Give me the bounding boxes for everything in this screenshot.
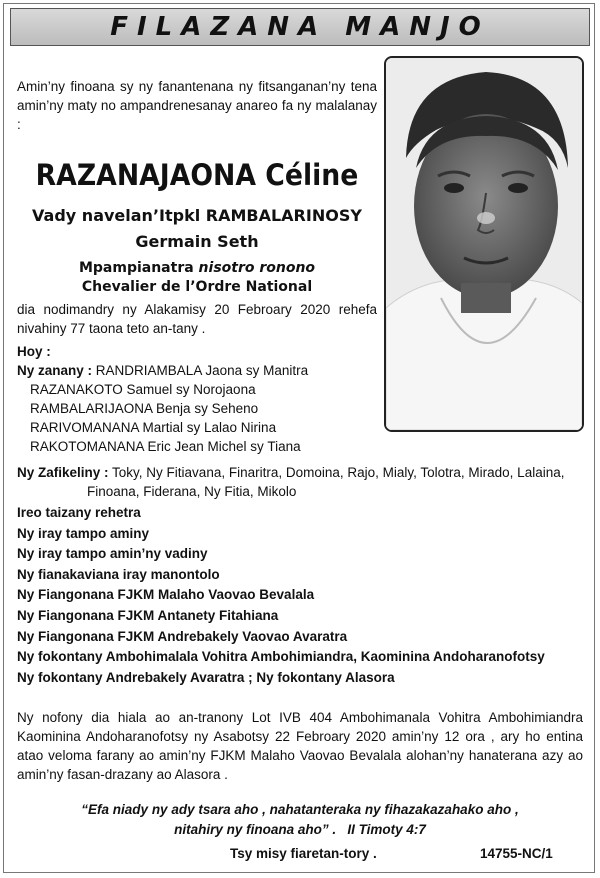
mourner-group: Ny fokontany Andrebakely Avaratra ; Ny fokontany Alasora (17, 669, 395, 685)
profession-italic: nisotro ronono (198, 260, 316, 276)
portrait-illustration (386, 58, 582, 430)
mourner-group: Ny Fiangonana FJKM Malaho Vaovao Bevalala (17, 587, 315, 603)
banner (10, 8, 590, 46)
grandchildren-row (17, 463, 583, 482)
portrait-photo (384, 56, 584, 432)
quote-line-2: nitahiry ny finoana aho” . (174, 822, 337, 837)
spouse-block (17, 203, 377, 255)
footer-note: Tsy misy fiaretan-tory . (230, 846, 377, 861)
quote-reference: II Timoty 4:7 (347, 822, 426, 837)
mourner-group: Ny Fiangonana FJKM Andrebakely Vaovao Avaratra (17, 628, 348, 644)
mourner-group: Ny fianakaviana iray manontolo (17, 566, 220, 582)
profession-line (17, 259, 377, 278)
grandchildren-line-1: Toky, Ny Fitiavana, Finaritra, Domoina, Rajo, Mialy, Tolotra, Mirado, Lalaina, (112, 465, 565, 480)
child-entry: RAKOTOMANANA Eric Jean Michel sy Tiana (30, 439, 301, 454)
honor-title: Chevalier de l’Ordre National (81, 279, 313, 295)
grandchildren-line-2: Finoana, Fiderana, Ny Fitia, Mikolo (87, 484, 297, 499)
mourner-group: Ny fokontany Ambohimalala Vohitra Ambohimiandra, Kaominina Andoharanofotsy (17, 649, 545, 665)
child-entry: RARIVOMANANA Martial sy Lalao Nirina (30, 420, 277, 435)
mourners-list (17, 503, 583, 688)
spouse-line-2: Germain Seth (135, 232, 259, 251)
children-row-0 (17, 361, 377, 380)
death-text: dia nodimandry ny Alakamisy 20 Febroary 2020 rehefa nivahiny 77 taona teto an-tany . (17, 302, 377, 336)
mourner-group: Ny Fiangonana FJKM Antanety Fitahiana (17, 607, 279, 623)
child-entry: RANDRIAMBALA Jaona sy Manitra (95, 363, 309, 378)
profession-prefix: Mpampianatra (78, 260, 194, 276)
children-label: Ny zanany : (17, 363, 93, 378)
grandchildren-block (17, 463, 583, 501)
quote-line-1: “Efa niady ny ady tsara aho , nahatanteraka ny fihazakazahako aho , (81, 802, 519, 817)
hoy-label: Hoy : (17, 344, 51, 359)
spouse-line-1: Vady navelan’Itpkl RAMBALARINOSY (32, 206, 362, 225)
funeral-details: Ny nofony dia hiala ao an-tranony Lot IVB 404 Ambohimanala Vohitra Ambohimiandra Kaominina Andoharanofotsy ny Asabotsy 22 Febroary 2020 amin’ny 12 ora , ary ho entina atao veloma farany ao amin’ny FJKM Malaho Vaovao Bevalala alohan’ny hanaterana azy ao amin’ny fasan-drazany ao Alasora . (17, 710, 583, 782)
child-entry: RAMBALARIJAONA Benja sy Seheno (30, 401, 259, 416)
intro-text: Amin’ny finoana sy ny fanantenana ny fitsanganan’ny tena amin’ny maty no ampandrenesanay anareo fa ny malalanay : (17, 79, 377, 132)
deceased-name: RAZANAJAONA Céline (35, 158, 359, 192)
child-entry: RAZANAKOTO Samuel sy Norojaona (30, 382, 256, 397)
mourner-group: Ny iray tampo amin’ny vadiny (17, 546, 208, 562)
bible-quote (17, 800, 583, 840)
mourner-group: Ny iray tampo aminy (17, 525, 150, 541)
banner-title: FILAZANA MANJO (110, 12, 490, 42)
notice-reference: 14755-NC/1 (480, 846, 553, 861)
grandchildren-label: Ny Zafikeliny : (17, 465, 109, 480)
quote-line-2-row (17, 820, 583, 840)
children-list (17, 342, 377, 456)
mourner-group: Ireo taizany rehetra (17, 505, 141, 520)
